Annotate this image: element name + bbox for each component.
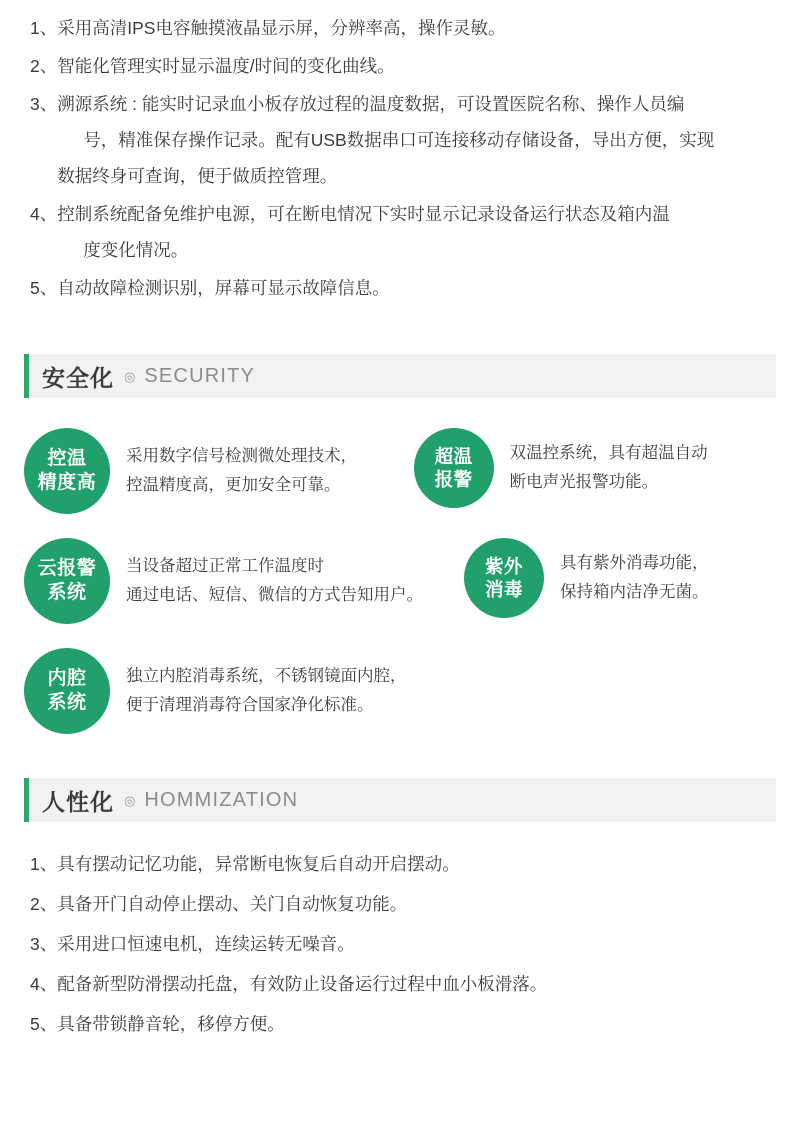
feature-row <box>24 648 776 734</box>
badge-line-1: 紫外 <box>484 556 523 577</box>
feature-description <box>126 442 357 500</box>
list-item <box>30 884 772 924</box>
badge-line-2: 精度高 <box>37 472 97 493</box>
list-item <box>30 86 772 194</box>
badge-line-2: 系统 <box>47 692 87 713</box>
list-item <box>30 1004 772 1044</box>
feature-line: 独立内腔消毒系统，不锈钢镜面内腔， <box>126 667 407 685</box>
feature-line: 断电声光报警功能。 <box>509 473 659 491</box>
feature-row <box>24 428 776 514</box>
intro-list <box>0 0 800 306</box>
list-item <box>30 196 772 268</box>
list-item-number: 1、 <box>30 18 58 38</box>
list-item-number: 5、 <box>30 278 58 298</box>
list-item-text <box>57 196 772 268</box>
list-item <box>30 924 772 964</box>
feature-line: 便于清理消毒符合国家净化标准。 <box>126 696 374 714</box>
list-line: 采用高清IPS电容触摸液晶显示屏，分辨率高，操作灵敏。 <box>57 18 506 38</box>
feature-item <box>414 428 776 508</box>
list-item-text <box>57 10 772 46</box>
feature-description <box>560 549 709 607</box>
section-header-hommization <box>24 778 776 822</box>
list-item-text <box>57 270 772 306</box>
section-title-cn: 安全化 <box>42 364 114 391</box>
circle-dot-icon: ◎ <box>124 368 136 384</box>
list-line: 智能化管理实时显示温度/时间的变化曲线。 <box>57 56 395 76</box>
feature-badge <box>24 538 110 624</box>
section-title-en: HOMMIZATION <box>144 788 299 811</box>
list-item <box>30 270 772 306</box>
list-item-number: 3、 <box>30 94 58 114</box>
feature-line: 当设备超过正常工作温度时 <box>126 557 324 575</box>
list-item-number: 5、 <box>30 1014 58 1034</box>
feature-badge <box>464 538 544 618</box>
feature-badge <box>24 428 110 514</box>
list-line: 自动故障检测识别，屏幕可显示故障信息。 <box>57 278 390 298</box>
badge-line-1: 内腔 <box>47 668 87 689</box>
list-line: 具有摆动记忆功能，异常断电恢复后自动开启摆动。 <box>57 854 460 874</box>
list-line: 度变化情况。 <box>83 240 189 260</box>
feature-line: 双温控系统，具有超温自动 <box>509 444 708 462</box>
list-line: 号，精准保存操作记录。配有USB数据串口可连接移动存储设备，导出方便，实现 <box>83 130 715 150</box>
list-item-text <box>57 844 772 884</box>
list-line: 具备带锁静音轮，移停方便。 <box>57 1014 285 1034</box>
list-item-text <box>57 86 772 194</box>
feature-item <box>24 538 464 624</box>
list-line: 溯源系统 : 能实时记录血小板存放过程的温度数据，可设置医院名称、操作人员编 <box>57 94 685 114</box>
feature-description <box>126 552 423 610</box>
list-item <box>30 964 772 1004</box>
feature-line: 控温精度高，更加安全可靠。 <box>126 476 341 494</box>
list-item-text <box>57 924 772 964</box>
list-item-text <box>57 1004 772 1044</box>
section-title-en: SECURITY <box>144 364 256 387</box>
list-line: 具备开门自动停止摆动、关门自动恢复功能。 <box>57 894 408 914</box>
badge-line-2: 报警 <box>434 469 473 490</box>
feature-line: 保持箱内洁净无菌。 <box>560 583 709 601</box>
feature-line: 具有紫外消毒功能， <box>560 554 709 572</box>
feature-line: 采用数字信号检测微处理技术， <box>126 447 357 465</box>
feature-badge <box>24 648 110 734</box>
accent-bar <box>24 778 29 822</box>
list-line: 配备新型防滑摆动托盘，有效防止设备运行过程中血小板滑落。 <box>57 974 548 994</box>
badge-line-1: 云报警 <box>37 558 97 579</box>
feature-item <box>24 648 776 734</box>
feature-line: 通过电话、短信、微信的方式告知用户。 <box>126 586 423 604</box>
list-item-number: 4、 <box>30 204 58 224</box>
list-item-text <box>57 48 772 84</box>
list-item-number: 1、 <box>30 854 58 874</box>
list-line: 数据终身可查询，便于做质控管理。 <box>57 166 338 186</box>
list-item-text <box>57 964 772 1004</box>
badge-line-1: 控温 <box>47 448 87 469</box>
list-item-text <box>57 884 772 924</box>
list-item <box>30 48 772 84</box>
list-line: 控制系统配备免维护电源，可在断电情况下实时显示记录设备运行状态及箱内温 <box>57 204 670 224</box>
list-item-number: 3、 <box>30 934 58 954</box>
circle-dot-icon: ◎ <box>124 792 136 808</box>
list-item-number: 2、 <box>30 894 58 914</box>
accent-bar <box>24 354 29 398</box>
feature-description <box>126 662 407 720</box>
badge-line-2: 消毒 <box>484 579 523 600</box>
list-item <box>30 844 772 884</box>
list-line: 采用进口恒速电机，连续运转无噪音。 <box>57 934 355 954</box>
feature-badge <box>414 428 494 508</box>
feature-item <box>464 538 776 618</box>
feature-description <box>510 439 708 497</box>
list-item-number: 4、 <box>30 974 58 994</box>
list-item-number: 2、 <box>30 56 58 76</box>
section-title-cn: 人性化 <box>42 788 114 815</box>
badge-line-1: 超温 <box>434 446 473 467</box>
badge-line-2: 系统 <box>47 582 87 603</box>
hommization-list <box>0 822 800 1044</box>
feature-row <box>24 538 776 624</box>
security-feature-grid <box>0 398 800 734</box>
section-header-security <box>24 354 776 398</box>
feature-item <box>24 428 414 514</box>
list-item <box>30 10 772 46</box>
